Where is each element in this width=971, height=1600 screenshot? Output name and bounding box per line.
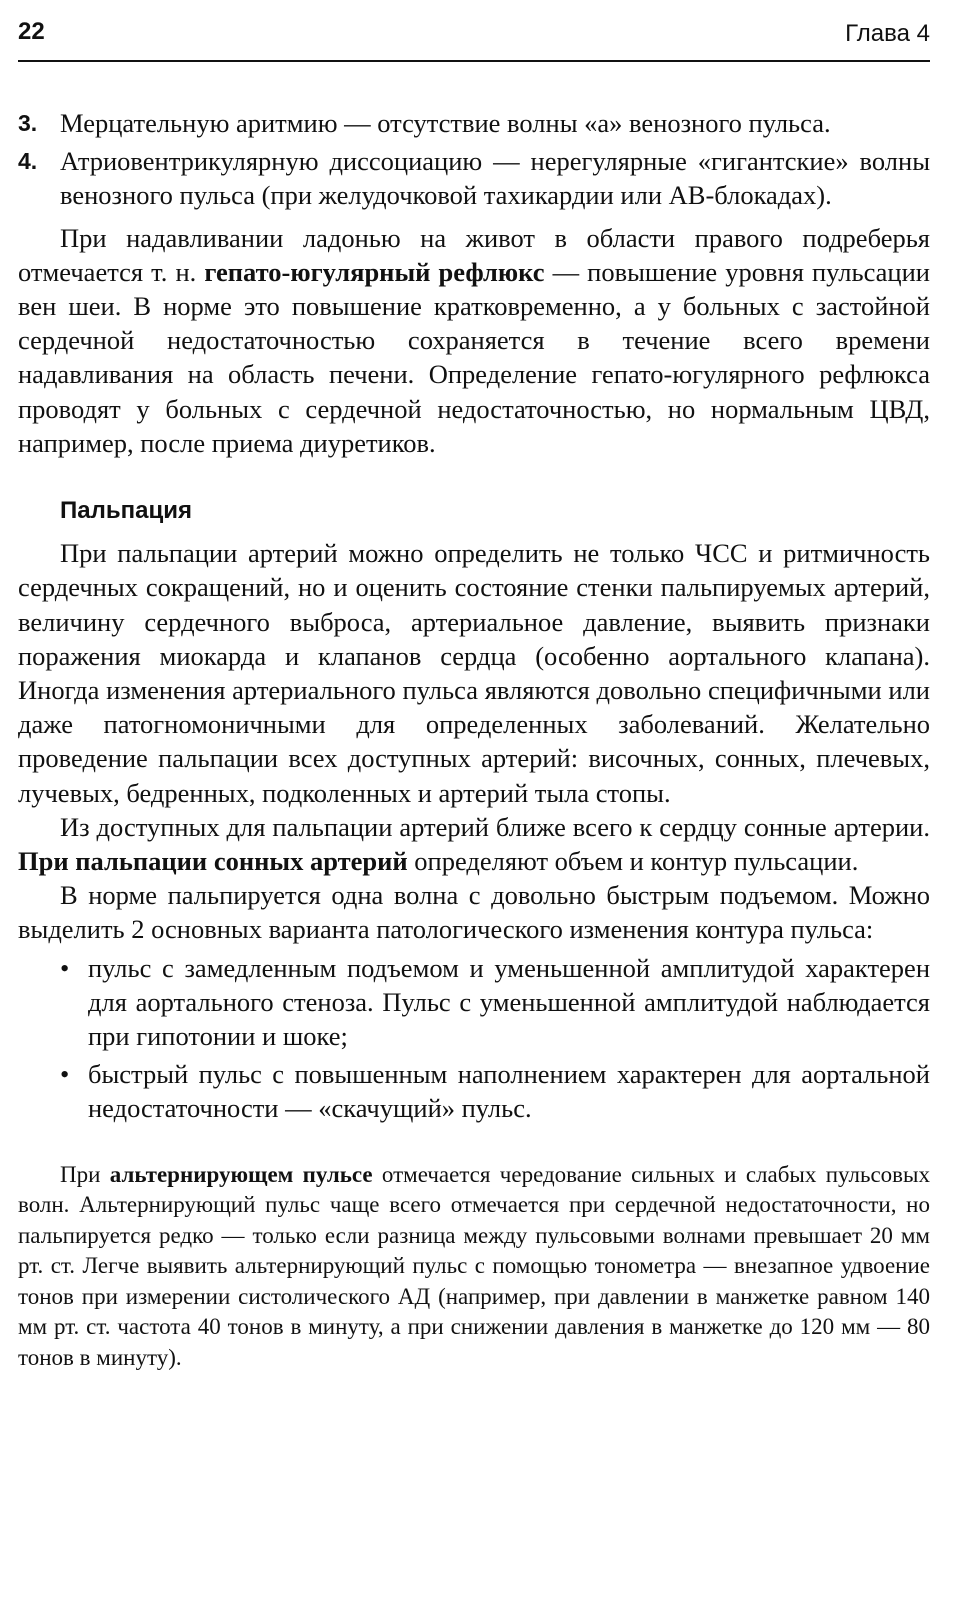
bullet-text: пульс с замедленным подъемом и уменьшенной амплитудой характерен для аортального стеноза. Пульс с уменьшенной амплитудой наблюдается при гипотонии и шоке; — [88, 952, 930, 1052]
alternating-pulse-note — [18, 1160, 930, 1374]
bullet-item — [18, 1057, 930, 1125]
book-page — [18, 16, 930, 1576]
bullet-text: быстрый пульс с повышенным наполнением характерен для аортальной недостаточности — «скачущий» пульс. — [88, 1059, 930, 1124]
numbered-item-4 — [18, 144, 930, 212]
text-run: отмечается чередование сильных и слабых пульсовых волн. Альтернирующий пульс чаще всего отмечается при сердечной недостаточности, но пальпируется редко — только если разница между пульсовыми волнами превышает 20 мм рт. ст. Легче выявить альтернирующий пульс с помощью тонометра — внезапное удвоение тонов при измерении систолического АД (например, при давлении в манжетке равном 140 мм рт. ст. частота 40 тонов в минуту, а при снижении давления в манжетке до 120 мм — 80 тонов в минуту). — [18, 1161, 930, 1370]
text-run: определяют объем и контур пульсации. — [407, 846, 859, 877]
text-run: При — [60, 1161, 110, 1187]
text-run: При надавливании ладонью на живот в области правого подреберья отмечается т. н. — [18, 222, 930, 287]
page-number: 22 — [18, 18, 45, 45]
norm-paragraph: В норме пальпируется одна волна с довольно быстрым подъемом. Можно выделить 2 основных варианта патологического изменения контура пульса: — [18, 880, 930, 945]
section-heading: Пальпация — [60, 497, 192, 525]
item-text: Атриовентрикулярную диссоциацию — нерегулярные «гигантские» волны венозного пульса (при желудочковой тахикардии или АВ-блокадах). — [60, 146, 930, 211]
bullet-list — [18, 951, 930, 1126]
carotid-paragraph — [18, 810, 930, 878]
bold-term: альтернирующем пульсе — [109, 1161, 373, 1187]
bold-term: гепато-югулярный рефлюкс — [204, 256, 545, 287]
bullet-marker: • — [60, 1059, 70, 1090]
text-run: — повышение уровня пульсации вен шеи. В норме это повышение кратковременно, а у больных с застойной сердечной недостаточностью сохраняется в течение всего времени надавливания на область печени. Определение гепато-югулярного рефлюкса проводят у больных с сердечной недостаточностью, но нормальным ЦВД, например, после приема диуретиков. — [18, 256, 930, 458]
item-number: 3. — [18, 110, 38, 136]
item-text: Мерцательную аритмию — отсутствие волны «а» венозного пульса. — [60, 108, 831, 138]
running-header — [18, 16, 930, 62]
numbered-list — [18, 106, 930, 213]
item-number: 4. — [18, 148, 38, 175]
bullet-item — [18, 951, 930, 1054]
text-run: Из доступных для пальпации артерий ближе всего к сердцу сонные артерии. — [60, 811, 930, 842]
bullet-marker: • — [60, 952, 70, 983]
reflux-paragraph — [18, 221, 930, 460]
numbered-item-3 — [18, 106, 930, 140]
body-text — [18, 106, 930, 1126]
palpation-paragraph: При пальпации артерий можно определить не только ЧСС и ритмичность сердечных сокращений, но и оценить состояние стенки пальпируемых артерий, величину сердечного выброса, артериальное давление, выявить признаки поражения миокарда и клапанов сердца (особенно аортального клапана). Иногда изменения артериального пульса являются довольно специфичными или даже патогномоничными для определенных заболеваний. Желательно проведение пальпации всех доступных артерий: височных, сонных, плечевых, лучевых, бедренных, подколенных и артерий тыла стопы. — [18, 538, 930, 808]
chapter-label: Глава 4 — [845, 20, 930, 47]
bold-term: При пальпации сонных артерий — [18, 846, 408, 877]
